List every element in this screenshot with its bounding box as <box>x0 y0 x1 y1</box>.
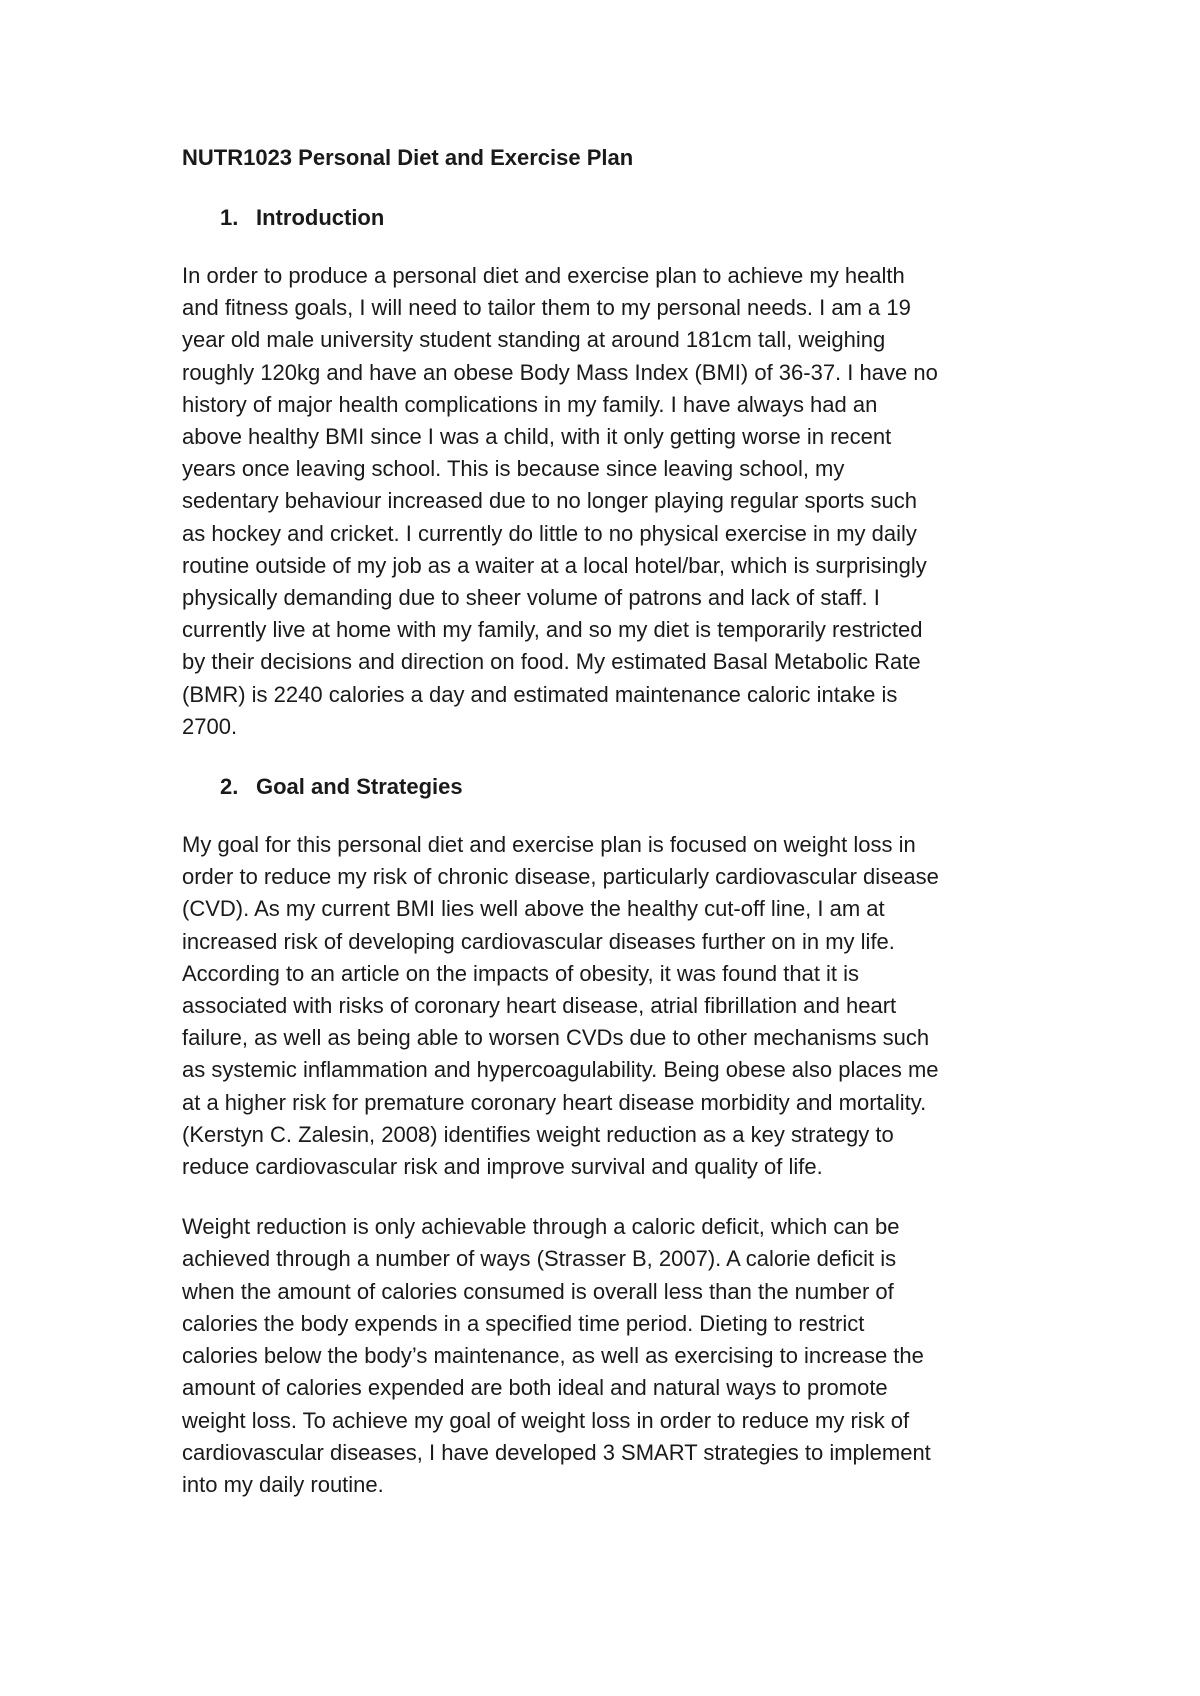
paragraph-line: calories below the body’s maintenance, as well as exercising to increase the <box>182 1343 924 1369</box>
body-paragraph <box>182 260 1032 743</box>
section-number: 2. <box>220 774 239 800</box>
paragraph-line: achieved through a number of ways (Strasser B, 2007). A calorie deficit is <box>182 1246 897 1272</box>
paragraph-line: as systemic inflammation and hypercoagulability. Being obese also places me <box>182 1057 939 1083</box>
paragraph-line: My goal for this personal diet and exercise plan is focused on weight loss in <box>182 832 916 858</box>
paragraph-line: when the amount of calories consumed is overall less than the number of <box>182 1278 894 1304</box>
paragraph-line: physically demanding due to sheer volume of patrons and lack of staff. I <box>182 585 880 611</box>
document-body <box>182 202 1032 1501</box>
section-number: 1. <box>220 205 239 230</box>
paragraph-line: (BMR) is 2240 calories a day and estimated maintenance caloric intake is <box>182 681 898 707</box>
document-page <box>182 142 1032 1529</box>
paragraph-line: failure, as well as being able to worsen CVDs due to other mechanisms such <box>182 1025 930 1051</box>
paragraph-line: routine outside of my job as a waiter at a local hotel/bar, which is surprisingly <box>182 552 927 578</box>
paragraph-line: currently live at home with my family, and so my diet is temporarily restricted <box>182 617 923 643</box>
paragraph-line: order to reduce my risk of chronic disease, particularly cardiovascular disease <box>182 864 939 890</box>
paragraph-line: and fitness goals, I will need to tailor them to my personal needs. I am a 19 <box>182 295 911 321</box>
paragraph-line: (Kerstyn C. Zalesin, 2008) identifies weight reduction as a key strategy to <box>182 1121 894 1147</box>
paragraph-line: reduce cardiovascular risk and improve survival and quality of life. <box>182 1154 823 1180</box>
paragraph-line: cardiovascular diseases, I have developed 3 SMART strategies to implement <box>182 1439 931 1465</box>
paragraph-line: history of major health complications in my family. I have always had an <box>182 391 878 417</box>
paragraph-line: by their decisions and direction on food. My estimated Basal Metabolic Rate <box>182 649 921 675</box>
paragraph-line: year old male university student standing at around 181cm tall, weighing <box>182 327 886 353</box>
paragraph-line: (CVD). As my current BMI lies well above the healthy cut-off line, I am at <box>182 896 885 922</box>
paragraph-line: into my daily routine. <box>182 1471 384 1497</box>
section-title: Goal and Strategies <box>256 774 463 800</box>
section-heading <box>220 771 1032 803</box>
paragraph-line: In order to produce a personal diet and exercise plan to achieve my health <box>182 263 905 288</box>
paragraph-line: years once leaving school. This is because since leaving school, my <box>182 456 845 482</box>
paragraph-line: 2700. <box>182 713 238 739</box>
document-title: NUTR1023 Personal Diet and Exercise Plan <box>182 145 634 170</box>
paragraph-line: as hockey and cricket. I currently do little to no physical exercise in my daily <box>182 520 917 546</box>
paragraph-line: Weight reduction is only achievable through a caloric deficit, which can be <box>182 1214 900 1240</box>
paragraph-line: calories the body expends in a specified time period. Dieting to restrict <box>182 1310 865 1336</box>
paragraph-line: amount of calories expended are both ideal and natural ways to promote <box>182 1375 888 1401</box>
section-heading <box>220 202 1032 234</box>
paragraph-line: at a higher risk for premature coronary heart disease morbidity and mortality. <box>182 1089 927 1115</box>
paragraph-line: above healthy BMI since I was a child, with it only getting worse in recent <box>182 424 892 450</box>
paragraph-line: roughly 120kg and have an obese Body Mass Index (BMI) of 36-37. I have no <box>182 359 938 385</box>
section-title: Introduction <box>256 205 385 230</box>
paragraph-line: sedentary behaviour increased due to no longer playing regular sports such <box>182 488 918 514</box>
body-paragraph <box>182 829 1032 1183</box>
paragraph-line: associated with risks of coronary heart disease, atrial fibrillation and heart <box>182 993 897 1019</box>
paragraph-line: According to an article on the impacts of obesity, it was found that it is <box>182 960 860 986</box>
body-paragraph <box>182 1211 1032 1501</box>
paragraph-line: weight loss. To achieve my goal of weight loss in order to reduce my risk of <box>182 1407 910 1433</box>
paragraph-line: increased risk of developing cardiovascular diseases further on in my life. <box>182 928 895 954</box>
